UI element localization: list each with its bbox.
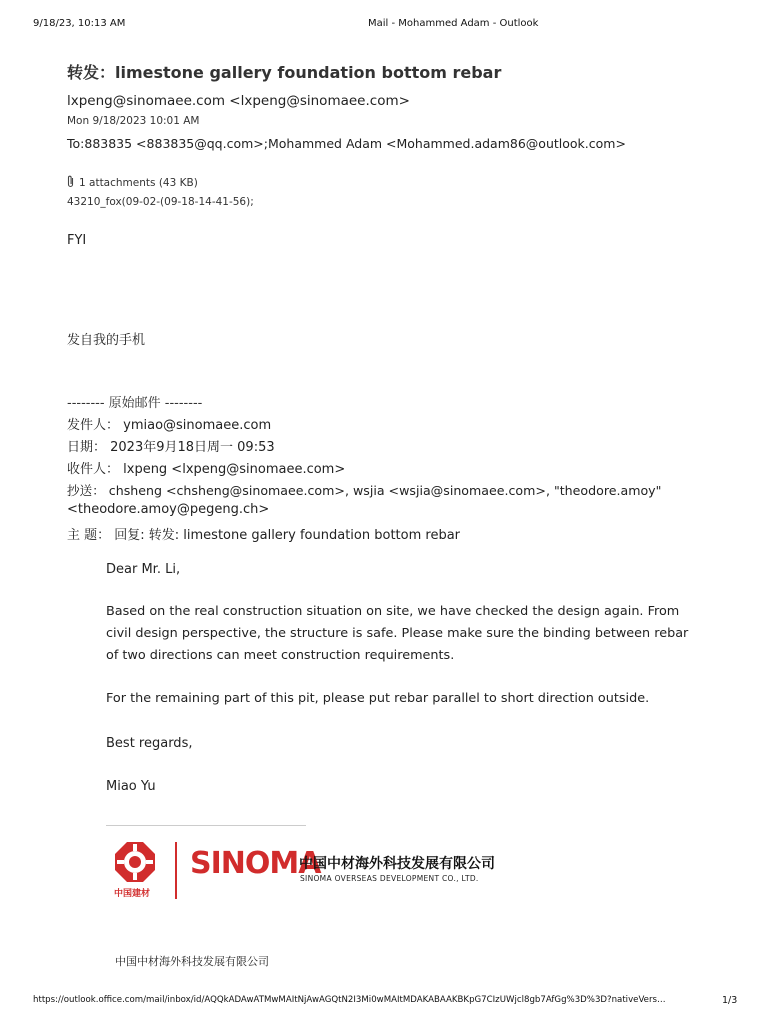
original-recipient: 收件人： lxpeng <lxpeng@sinomaee.com> (67, 462, 346, 477)
company-name-footer: 中国中材海外科技发展有限公司 (115, 955, 269, 968)
attachment-name[interactable]: 43210_fox(09-02-(09-18-14-41-56); (67, 196, 254, 208)
reply-signature-name: Miao Yu (106, 779, 156, 794)
email-from[interactable]: lxpeng@sinomaee.com <lxpeng@sinomaee.com> (67, 93, 410, 109)
original-cc-line2: <theodore.amoy@pegeng.ch> (67, 502, 270, 517)
print-url: https://outlook.office.com/mail/inbox/id/AQQkADAwATMwMAItNjAwAGQtN2I3Mi0wMAItMDAKABAAKBKpG7CIzUWjcl8gb7AfGg%3D%3D?nativeVers… (33, 995, 666, 1005)
print-datetime: 9/18/23, 10:13 AM (33, 18, 126, 29)
sent-from-phone: 发自我的手机 (67, 333, 146, 348)
reply-para2: For the remaining part of this pit, please put rebar parallel to short direction outside. (106, 691, 650, 706)
email-to[interactable]: To:883835 <883835@qq.com>;Mohammed Adam <Mohammed.adam86@outlook.com> (67, 136, 626, 151)
signature-divider (106, 825, 306, 826)
reply-closing: Best regards, (106, 736, 193, 751)
original-sender: 发件人： ymiao@sinomaee.com (67, 418, 272, 433)
company-name-cn: 中国中材海外科技发展有限公司 (299, 856, 495, 872)
original-date: 日期： 2023年9月18日周一 09:53 (67, 440, 275, 455)
company-name-en: SINOMA OVERSEAS DEVELOPMENT CO., LTD. (300, 874, 479, 883)
email-date: Mon 9/18/2023 10:01 AM (67, 115, 200, 127)
cnbm-logo-icon (113, 840, 157, 884)
logo-separator (175, 842, 177, 899)
original-separator: -------- 原始邮件 -------- (67, 396, 203, 411)
body-fyi: FYI (67, 233, 87, 248)
reply-greeting: Dear Mr. Li, (106, 562, 181, 577)
reply-para1-line1: Based on the real construction situation on site, we have checked the design again. From (106, 604, 680, 619)
reply-para1-line3: of two directions can meet construction requirements. (106, 648, 455, 663)
reply-para1-line2: civil design perspective, the structure is safe. Please make sure the binding between rebar (106, 626, 689, 641)
attachments-row[interactable] (66, 175, 198, 191)
logo-cn-text: 中国建材 (114, 889, 151, 899)
email-subject: 转发：limestone gallery foundation bottom rebar (67, 63, 502, 82)
paperclip-icon (66, 175, 75, 191)
print-title: Mail - Mohammed Adam - Outlook (368, 18, 539, 29)
original-cc-line1: 抄送： chsheng <chsheng@sinomaee.com>, wsjia <wsjia@sinomaee.com>, "theodore.amoy" (67, 483, 662, 498)
attachments-label: 1 attachments (43 KB) (79, 177, 198, 189)
print-page-number: 1/3 (722, 995, 738, 1006)
original-subject: 主 题： 回复: 转发: limestone gallery foundation bottom rebar (67, 528, 461, 543)
sinoma-brand: SINOMA (190, 846, 321, 881)
